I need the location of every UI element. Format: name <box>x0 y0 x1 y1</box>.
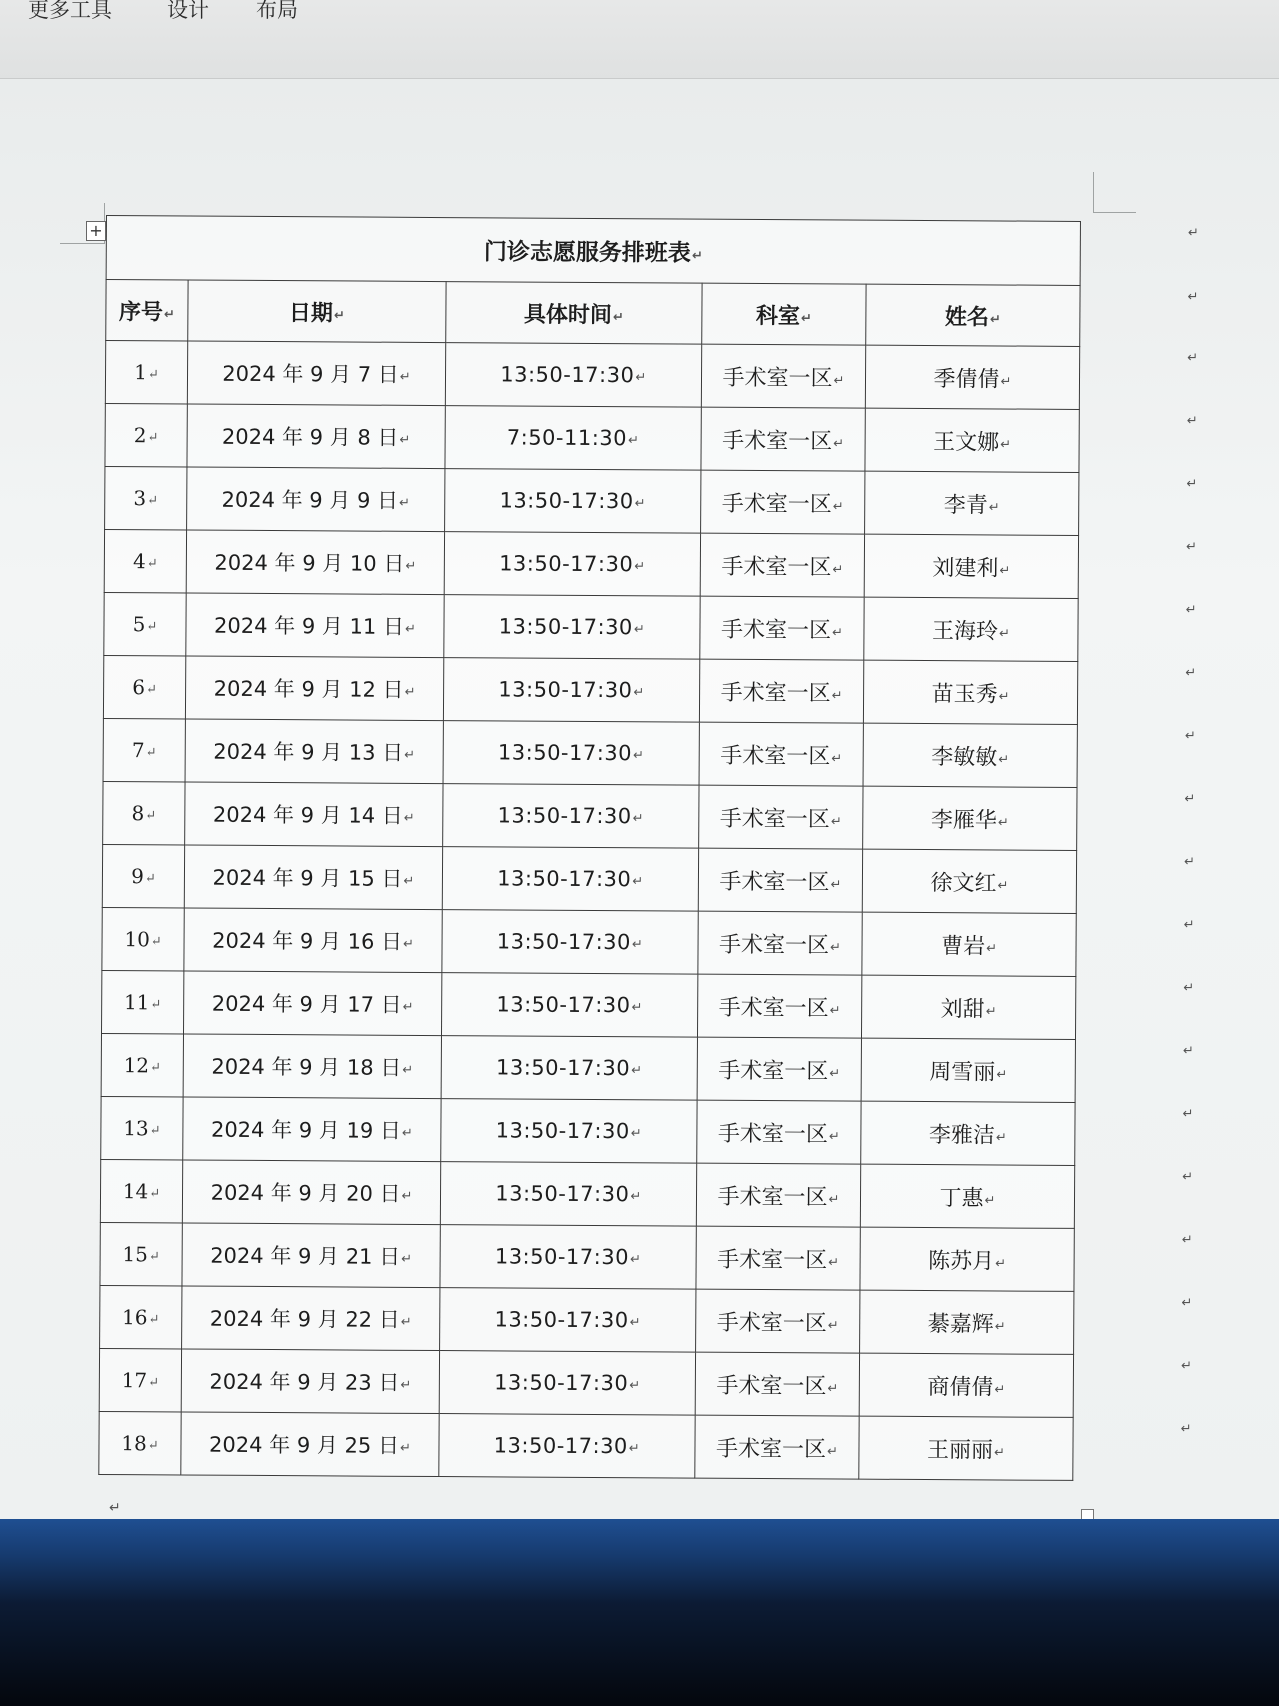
cell-date-text: 2024 年 9 月 15 日 ↵ <box>212 866 414 891</box>
cell-no-text: 16 ↵ <box>122 1305 160 1329</box>
header-name[interactable] <box>866 284 1080 346</box>
table-row <box>103 655 1077 724</box>
cell-no-text: 7 ↵ <box>132 738 157 762</box>
cell-dept[interactable] <box>695 1415 859 1479</box>
cell-time-text: 13:50-17:30 ↵ <box>498 803 645 828</box>
cell-no-text: 18 ↵ <box>121 1431 159 1455</box>
cell-name-text: 陈苏月 ↵ <box>928 1249 1006 1274</box>
cell-no[interactable] <box>102 970 184 1033</box>
cell-name[interactable] <box>861 975 1075 1039</box>
cell-dept-text: 手术室一区 ↵ <box>720 743 842 769</box>
cell-dept[interactable] <box>697 1100 861 1164</box>
cell-no-text: 14 ↵ <box>123 1179 161 1203</box>
cell-name[interactable] <box>864 534 1078 598</box>
cell-name[interactable] <box>861 1038 1075 1102</box>
cell-date[interactable] <box>183 1097 441 1162</box>
cell-date[interactable] <box>181 1349 439 1414</box>
schedule-table[interactable] <box>98 215 1081 1481</box>
cell-no-text: 9 ↵ <box>131 864 156 888</box>
cell-name[interactable] <box>862 849 1076 913</box>
cell-time-text: 13:50-17:30 ↵ <box>494 1307 641 1332</box>
cell-name-text: 丁惠 ↵ <box>939 1186 995 1211</box>
cell-dept[interactable] <box>696 1163 860 1227</box>
cell-date-text: 2024 年 9 月 22 日 ↵ <box>210 1307 412 1332</box>
cell-name[interactable] <box>865 345 1079 409</box>
cell-name[interactable] <box>865 408 1079 472</box>
cell-no[interactable] <box>105 341 187 404</box>
cell-no[interactable] <box>104 529 186 592</box>
header-time-label: 具体时间 ↵ <box>524 302 624 328</box>
table-row <box>102 844 1076 913</box>
cell-date-text: 2024 年 9 月 16 日 ↵ <box>212 929 414 954</box>
cell-date-text: 2024 年 9 月 21 日 ↵ <box>210 1244 412 1269</box>
cell-name-text: 王丽丽 ↵ <box>927 1438 1005 1463</box>
cell-dept[interactable] <box>696 1226 860 1290</box>
row-end-mark: ↵ <box>1183 917 1195 933</box>
cell-name[interactable] <box>860 1290 1074 1354</box>
cell-dept[interactable] <box>701 407 865 471</box>
table-title: 门诊志愿服务排班表 ↵ <box>484 239 703 266</box>
table-row <box>104 529 1078 598</box>
table-title-cell[interactable] <box>106 216 1080 286</box>
cell-dept-text: 手术室一区 ↵ <box>719 932 841 958</box>
cell-no[interactable] <box>105 403 187 466</box>
tab-more-tools[interactable]: 更多工具 <box>28 0 112 22</box>
cell-time-text: 7:50-11:30 ↵ <box>507 425 640 450</box>
cell-name-text: 徐文红 ↵ <box>930 871 1008 896</box>
cell-no-text: 5 ↵ <box>133 612 158 636</box>
cell-time-text: 13:50-17:30 ↵ <box>495 1181 642 1206</box>
cell-dept-text: 手术室一区 ↵ <box>722 365 844 391</box>
cell-name[interactable] <box>863 723 1077 787</box>
cell-dept[interactable] <box>700 533 864 597</box>
cell-dept-text: 手术室一区 ↵ <box>719 869 841 895</box>
cell-no[interactable] <box>102 907 184 970</box>
cell-no[interactable] <box>100 1159 182 1222</box>
cell-date[interactable] <box>185 719 443 784</box>
cell-time[interactable] <box>442 847 698 912</box>
table-row <box>101 1096 1075 1165</box>
cell-no[interactable] <box>100 1222 182 1285</box>
cell-no-text: 17 ↵ <box>122 1368 160 1392</box>
row-end-mark: ↵ <box>1182 1043 1194 1059</box>
cell-date-text: 2024 年 9 月 8 日 ↵ <box>222 425 411 450</box>
screen-bottom-bezel <box>0 1519 1279 1706</box>
cell-no[interactable] <box>103 781 185 844</box>
cell-no-text: 4 ↵ <box>133 549 158 573</box>
cell-date[interactable] <box>182 1286 440 1351</box>
cell-dept[interactable] <box>699 722 863 786</box>
cell-date[interactable] <box>183 1034 441 1099</box>
row-end-mark: ↵ <box>1184 728 1196 744</box>
header-dept[interactable] <box>702 283 866 345</box>
header-date-label: 日期 ↵ <box>289 301 345 326</box>
cell-no-text: 15 ↵ <box>122 1242 160 1266</box>
cell-time[interactable] <box>443 658 699 723</box>
row-end-mark: ↵ <box>1185 665 1197 681</box>
cell-date[interactable] <box>183 971 441 1036</box>
cell-name-text: 周雪丽 ↵ <box>929 1060 1007 1085</box>
header-row <box>106 280 1080 347</box>
margin-corner-mark <box>1093 172 1136 213</box>
table-row <box>101 1033 1075 1102</box>
cell-name[interactable] <box>859 1353 1073 1417</box>
row-end-mark: ↵ <box>1185 602 1197 618</box>
cell-no[interactable] <box>101 1096 183 1159</box>
cell-name-text: 王海玲 ↵ <box>932 619 1010 644</box>
cell-time-text: 13:50-17:30 ↵ <box>495 1244 642 1269</box>
cell-no[interactable] <box>99 1411 181 1474</box>
cell-time[interactable] <box>439 1351 695 1416</box>
cell-time-text: 13:50-17:30 ↵ <box>499 488 646 513</box>
row-end-mark: ↵ <box>1187 225 1199 241</box>
row-end-mark: ↵ <box>1184 854 1196 870</box>
cell-time[interactable] <box>445 343 701 408</box>
cell-date[interactable] <box>184 845 442 910</box>
cell-dept[interactable] <box>697 1037 861 1101</box>
cell-name[interactable] <box>859 1416 1073 1480</box>
cell-no-text: 3 ↵ <box>133 486 158 510</box>
row-end-mark: ↵ <box>1187 350 1199 366</box>
cell-date-text: 2024 年 9 月 23 日 ↵ <box>209 1370 411 1395</box>
row-end-mark: ↵ <box>1186 413 1198 429</box>
header-name-label: 姓名 ↵ <box>945 305 1001 330</box>
cell-name-text: 刘甜 ↵ <box>941 997 997 1022</box>
cell-no[interactable] <box>101 1033 183 1096</box>
row-end-mark: ↵ <box>1185 539 1197 555</box>
cell-time-text: 13:50-17:30 ↵ <box>498 740 645 765</box>
cell-time[interactable] <box>441 1099 697 1164</box>
cell-name-text: 季倩倩 ↵ <box>933 367 1011 392</box>
cell-time[interactable] <box>444 595 700 660</box>
row-end-mark: ↵ <box>1187 289 1199 305</box>
cell-name-text: 李青 ↵ <box>944 493 1000 518</box>
cell-time[interactable] <box>443 721 699 786</box>
table-row <box>102 907 1076 976</box>
cell-no[interactable] <box>99 1348 181 1411</box>
table-row <box>105 341 1079 410</box>
cell-no-text: 8 ↵ <box>131 801 156 825</box>
cell-name-text: 刘建利 ↵ <box>932 556 1010 581</box>
cell-dept-text: 手术室一区 ↵ <box>717 1184 839 1210</box>
cell-no-text: 10 ↵ <box>124 927 162 951</box>
cell-time-text: 13:50-17:30 ↵ <box>496 1118 643 1143</box>
cell-date-text: 2024 年 9 月 17 日 ↵ <box>212 992 414 1017</box>
table-row <box>103 781 1077 850</box>
cell-date-text: 2024 年 9 月 10 日 ↵ <box>214 551 416 576</box>
cell-time[interactable] <box>440 1162 696 1227</box>
cell-name[interactable] <box>864 597 1078 661</box>
paragraph-mark: ↵ <box>109 1500 121 1516</box>
cell-no-text: 12 ↵ <box>124 1053 162 1077</box>
cell-no[interactable] <box>104 592 186 655</box>
cell-dept[interactable] <box>699 785 863 849</box>
row-end-mark: ↵ <box>1183 980 1195 996</box>
cell-dept[interactable] <box>701 470 865 534</box>
cell-name-text: 商倩倩 ↵ <box>927 1375 1005 1400</box>
cell-dept[interactable] <box>698 911 862 975</box>
table-row <box>105 466 1079 535</box>
cell-date-text: 2024 年 9 月 7 日 ↵ <box>222 362 411 387</box>
table-row <box>103 718 1077 787</box>
table-row <box>100 1222 1074 1291</box>
cell-time[interactable] <box>441 973 697 1038</box>
cell-dept[interactable] <box>700 596 864 660</box>
cell-dept-text: 手术室一区 ↵ <box>716 1373 838 1399</box>
cell-dept-text: 手术室一区 ↵ <box>719 995 841 1021</box>
cell-no-text: 13 ↵ <box>123 1116 161 1140</box>
table-row <box>99 1348 1073 1417</box>
cell-dept-text: 手术室一区 ↵ <box>718 1058 840 1084</box>
table-row <box>100 1159 1074 1228</box>
cell-dept[interactable] <box>698 848 862 912</box>
cell-dept-text: 手术室一区 ↵ <box>718 1121 840 1147</box>
cell-date[interactable] <box>182 1223 440 1288</box>
cell-time[interactable] <box>445 469 701 534</box>
tab-layout[interactable]: 布局 <box>256 0 298 22</box>
ribbon-toolbar <box>0 0 1279 79</box>
cell-time[interactable] <box>445 406 701 471</box>
cell-time[interactable] <box>440 1225 696 1290</box>
cell-no-text: 11 ↵ <box>124 990 162 1014</box>
cell-time-text: 13:50-17:30 ↵ <box>499 551 646 576</box>
cell-no-text: 2 ↵ <box>134 423 159 447</box>
cell-date[interactable] <box>185 782 443 847</box>
cell-time-text: 13:50-17:30 ↵ <box>498 677 645 702</box>
cell-time-text: 13:50-17:30 ↵ <box>499 614 646 639</box>
cell-name-text: 李雁华 ↵ <box>931 808 1009 833</box>
cell-date[interactable] <box>187 467 445 532</box>
cell-dept-text: 手术室一区 ↵ <box>717 1247 839 1273</box>
cell-date-text: 2024 年 9 月 14 日 ↵ <box>213 803 415 828</box>
cell-dept-text: 手术室一区 ↵ <box>721 617 843 643</box>
cell-date[interactable] <box>187 341 445 406</box>
cell-time-text: 13:50-17:30 ↵ <box>500 362 647 387</box>
cell-name[interactable] <box>860 1164 1074 1228</box>
table-row <box>102 970 1076 1039</box>
cell-no[interactable] <box>102 844 184 907</box>
cell-dept[interactable] <box>696 1289 860 1353</box>
cell-name[interactable] <box>862 912 1076 976</box>
cell-dept[interactable] <box>699 659 863 723</box>
cell-date[interactable] <box>186 530 444 595</box>
cell-time[interactable] <box>443 784 699 849</box>
cell-dept[interactable] <box>697 974 861 1038</box>
table-row <box>104 592 1078 661</box>
header-time[interactable] <box>446 282 702 345</box>
cell-no-text: 6 ↵ <box>132 675 157 699</box>
cell-time-text: 13:50-17:30 ↵ <box>497 866 644 891</box>
cell-time-text: 13:50-17:30 ↵ <box>496 1055 643 1080</box>
row-end-mark: ↵ <box>1182 1169 1194 1185</box>
cell-time[interactable] <box>441 1036 697 1101</box>
schedule-table-container <box>98 215 1199 1513</box>
cell-name-text: 李雅洁 ↵ <box>929 1123 1007 1148</box>
header-dept-label: 科室 ↵ <box>756 303 812 328</box>
header-no[interactable] <box>106 280 188 341</box>
cell-date[interactable] <box>181 1412 439 1477</box>
table-row <box>105 403 1079 472</box>
cell-time[interactable] <box>440 1288 696 1353</box>
cell-date-text: 2024 年 9 月 13 日 ↵ <box>213 740 415 765</box>
row-end-mark: ↵ <box>1180 1358 1192 1374</box>
cell-name[interactable] <box>863 786 1077 850</box>
cell-name-text: 苗玉秀 ↵ <box>932 682 1010 707</box>
cell-no[interactable] <box>105 466 187 529</box>
cell-name[interactable] <box>860 1227 1074 1291</box>
cell-name-text: 王文娜 ↵ <box>933 430 1011 455</box>
cell-time-text: 13:50-17:30 ↵ <box>494 1370 641 1395</box>
cell-time[interactable] <box>444 532 700 597</box>
cell-name-text: 曹岩 ↵ <box>941 934 997 959</box>
cell-date[interactable] <box>187 404 445 469</box>
row-end-mark: ↵ <box>1184 791 1196 807</box>
cell-date-text: 2024 年 9 月 25 日 ↵ <box>209 1433 411 1458</box>
cell-dept[interactable] <box>695 1352 859 1416</box>
cell-dept-text: 手术室一区 ↵ <box>720 806 842 832</box>
row-end-mark: ↵ <box>1181 1295 1193 1311</box>
cell-date[interactable] <box>185 656 443 721</box>
cell-time-text: 13:50-17:30 ↵ <box>496 992 643 1017</box>
cell-name-text: 綦嘉辉 ↵ <box>928 1312 1006 1337</box>
row-end-mark: ↵ <box>1182 1106 1194 1122</box>
tab-design[interactable]: 设计 <box>167 0 209 22</box>
cell-time[interactable] <box>439 1414 695 1479</box>
cell-no[interactable] <box>103 718 185 781</box>
cell-date[interactable] <box>186 593 444 658</box>
cell-name[interactable] <box>861 1101 1075 1165</box>
cell-dept-text: 手术室一区 ↵ <box>721 554 843 580</box>
cell-no-text: 1 ↵ <box>134 360 159 384</box>
table-row <box>100 1285 1074 1354</box>
cell-dept-text: 手术室一区 ↵ <box>721 680 843 706</box>
cell-date-text: 2024 年 9 月 11 日 ↵ <box>214 614 416 639</box>
cell-no[interactable] <box>100 1285 182 1348</box>
header-date[interactable] <box>188 280 446 343</box>
cell-name[interactable] <box>863 660 1077 724</box>
cell-name[interactable] <box>865 471 1079 535</box>
cell-date-text: 2024 年 9 月 12 日 ↵ <box>214 677 416 702</box>
cell-date-text: 2024 年 9 月 9 日 ↵ <box>221 488 410 513</box>
cell-date-text: 2024 年 9 月 20 日 ↵ <box>211 1181 413 1206</box>
cell-dept-text: 手术室一区 ↵ <box>722 428 844 454</box>
cell-no[interactable] <box>103 655 185 718</box>
row-end-mark: ↵ <box>1180 1421 1192 1437</box>
row-end-mark: ↵ <box>1181 1232 1193 1248</box>
cell-date[interactable] <box>182 1160 440 1225</box>
row-end-mark: ↵ <box>1186 476 1198 492</box>
cell-dept-text: 手术室一区 ↵ <box>722 491 844 517</box>
cell-date-text: 2024 年 9 月 19 日 ↵ <box>211 1118 413 1143</box>
cell-dept-text: 手术室一区 ↵ <box>716 1436 838 1462</box>
cell-dept[interactable] <box>701 344 865 408</box>
cell-time-text: 13:50-17:30 ↵ <box>494 1433 641 1458</box>
table-move-handle[interactable]: + <box>86 221 106 241</box>
cell-date[interactable] <box>184 908 442 973</box>
header-no-label: 序号 ↵ <box>119 300 175 325</box>
cell-date-text: 2024 年 9 月 18 日 ↵ <box>211 1055 413 1080</box>
cell-dept-text: 手术室一区 ↵ <box>717 1310 839 1336</box>
cell-time[interactable] <box>442 910 698 975</box>
table-row <box>99 1411 1073 1480</box>
cell-name-text: 李敏敏 ↵ <box>931 745 1009 770</box>
cell-time-text: 13:50-17:30 ↵ <box>497 929 644 954</box>
